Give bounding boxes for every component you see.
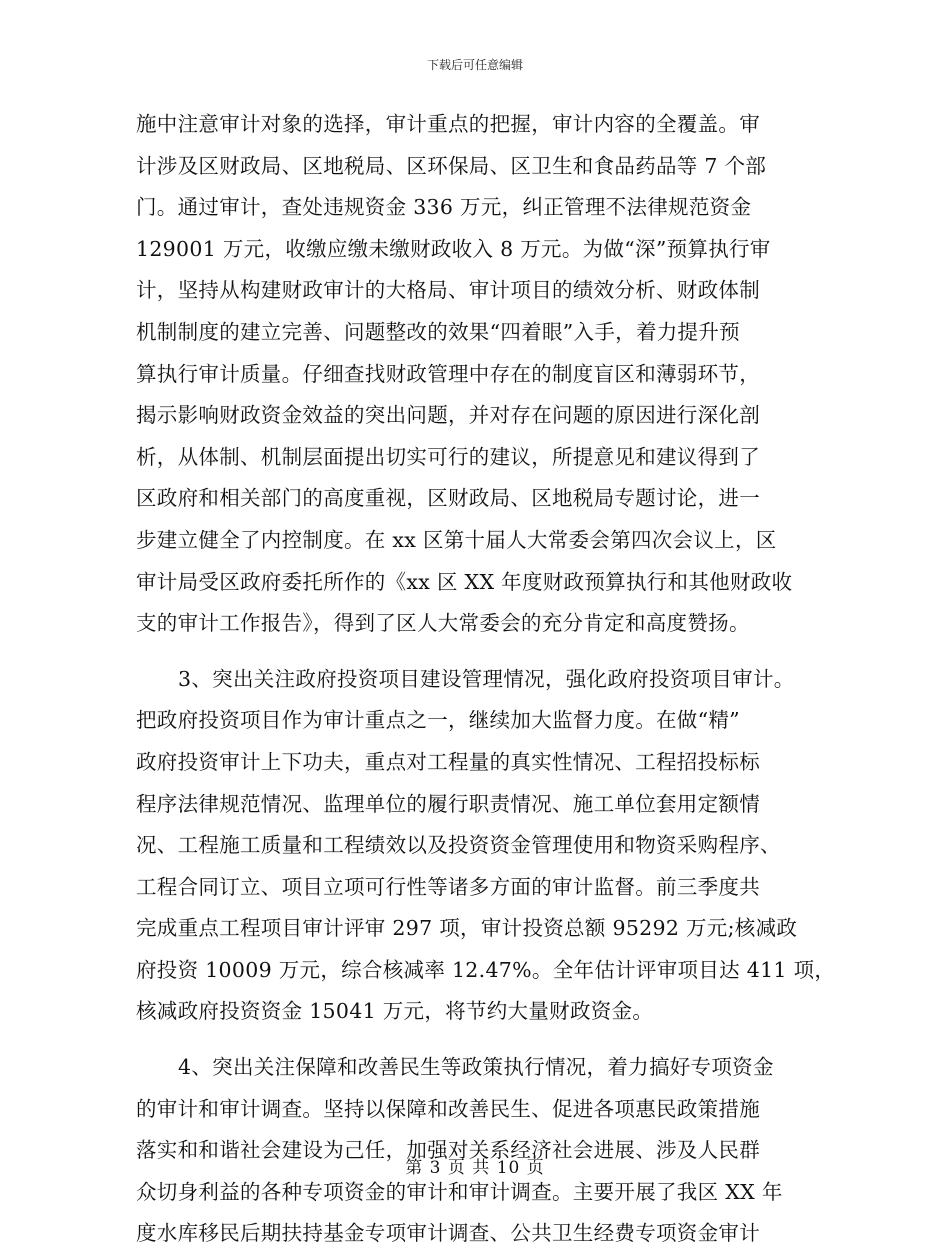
text-line: 程序法律规范情况、监理单位的履行职责情况、施工单位套用定额情 [136, 791, 760, 816]
text-line: 析，从体制、机制层面提出切实可行的建议，所提意见和建议得到了 [136, 444, 760, 469]
paragraph-3 [136, 1047, 816, 1255]
text-line: 机制制度的建立完善、问题整改的效果“四着眼”入手，着力提升预 [136, 319, 740, 344]
text-line: 3、突出关注政府投资项目建设管理情况，强化政府投资项目审计。 [178, 666, 795, 691]
document-body [136, 104, 836, 1255]
paragraph-2 [136, 659, 836, 1033]
text-line: 支的审计工作报告》，得到了区人大常委会的充分肯定和高度赞扬。 [136, 611, 750, 636]
text-line: 施中注意审计对象的选择，审计重点的把握，审计内容的全覆盖。审 [136, 112, 760, 136]
text-line: 区政府和相关部门的高度重视，区财政局、区地税局专题讨论，进一 [136, 486, 760, 511]
text-line: 核减政府投资资金 15041 万元，将节约大量财政资金。 [136, 999, 654, 1024]
text-line: 把政府投资项目作为审计重点之一，继续加大监督力度。在做“精” [136, 708, 740, 733]
text-line: 计，坚持从构建财政审计的大格局、审计项目的绩效分析、财政体制 [136, 278, 760, 303]
text-line: 步建立健全了内控制度。在 xx 区第十届人大常委会第四次会议上，区 [136, 527, 777, 552]
paragraph-gap [136, 645, 816, 659]
text-line: 众切身利益的各种专项资金的审计和审计调查。主要开展了我区 XX 年 [136, 1179, 783, 1204]
page-number: 第 3 页 共 10 页 [405, 1158, 545, 1178]
text-line: 4、突出关注保障和改善民生等政策执行情况，着力搞好专项资金 [178, 1055, 774, 1080]
text-line: 政府投资审计上下功夫，重点对工程量的真实性情况、工程招投标标 [136, 749, 760, 774]
text-line: 府投资 10009 万元，综合核减率 12.47%。全年估计评审项目达 411 项， [136, 957, 836, 982]
text-line: 揭示影响财政资金效益的突出问题，并对存在问题的原因进行深化剖 [136, 403, 760, 428]
text-line: 的审计和审计调查。坚持以保障和改善民生、促进各项惠民政策措施 [136, 1096, 760, 1121]
page-header-note: 下载后可任意编辑 [426, 58, 523, 72]
text-line: 门。通过审计，查处违规资金 336 万元，纠正管理不法律规范资金 [136, 195, 752, 220]
text-line: 况、工程施工质量和工程绩效以及投资资金管理使用和物资采购程序、 [136, 833, 781, 858]
paragraph-gap [136, 1033, 816, 1047]
paragraph-1 [136, 104, 816, 645]
text-line: 审计局受区政府委托所作的《xx 区 XX 年度财政预算执行和其他财政收 [136, 569, 793, 594]
text-line: 度水库移民后期扶持基金专项审计调查、公共卫生经费专项资金审计 [136, 1221, 760, 1246]
text-line: 工程合同订立、项目立项可行性等诸多方面的审计监督。前三季度共 [136, 874, 760, 899]
text-line: 落实和和谐社会建设为己任，加强对关系经济社会进展、涉及人民群 [136, 1138, 760, 1163]
text-line: 计涉及区财政局、区地税局、区环保局、区卫生和食品药品等 7 个部 [136, 153, 767, 178]
text-line: 完成重点工程项目审计评审 297 项，审计投资总额 95292 万元;核减政 [136, 916, 798, 941]
text-line: 算执行审计质量。仔细查找财政管理中存在的制度盲区和薄弱环节， [136, 361, 760, 386]
text-line: 129001 万元，收缴应缴未缴财政收入 8 万元。为做“深”预算执行审 [136, 236, 771, 261]
